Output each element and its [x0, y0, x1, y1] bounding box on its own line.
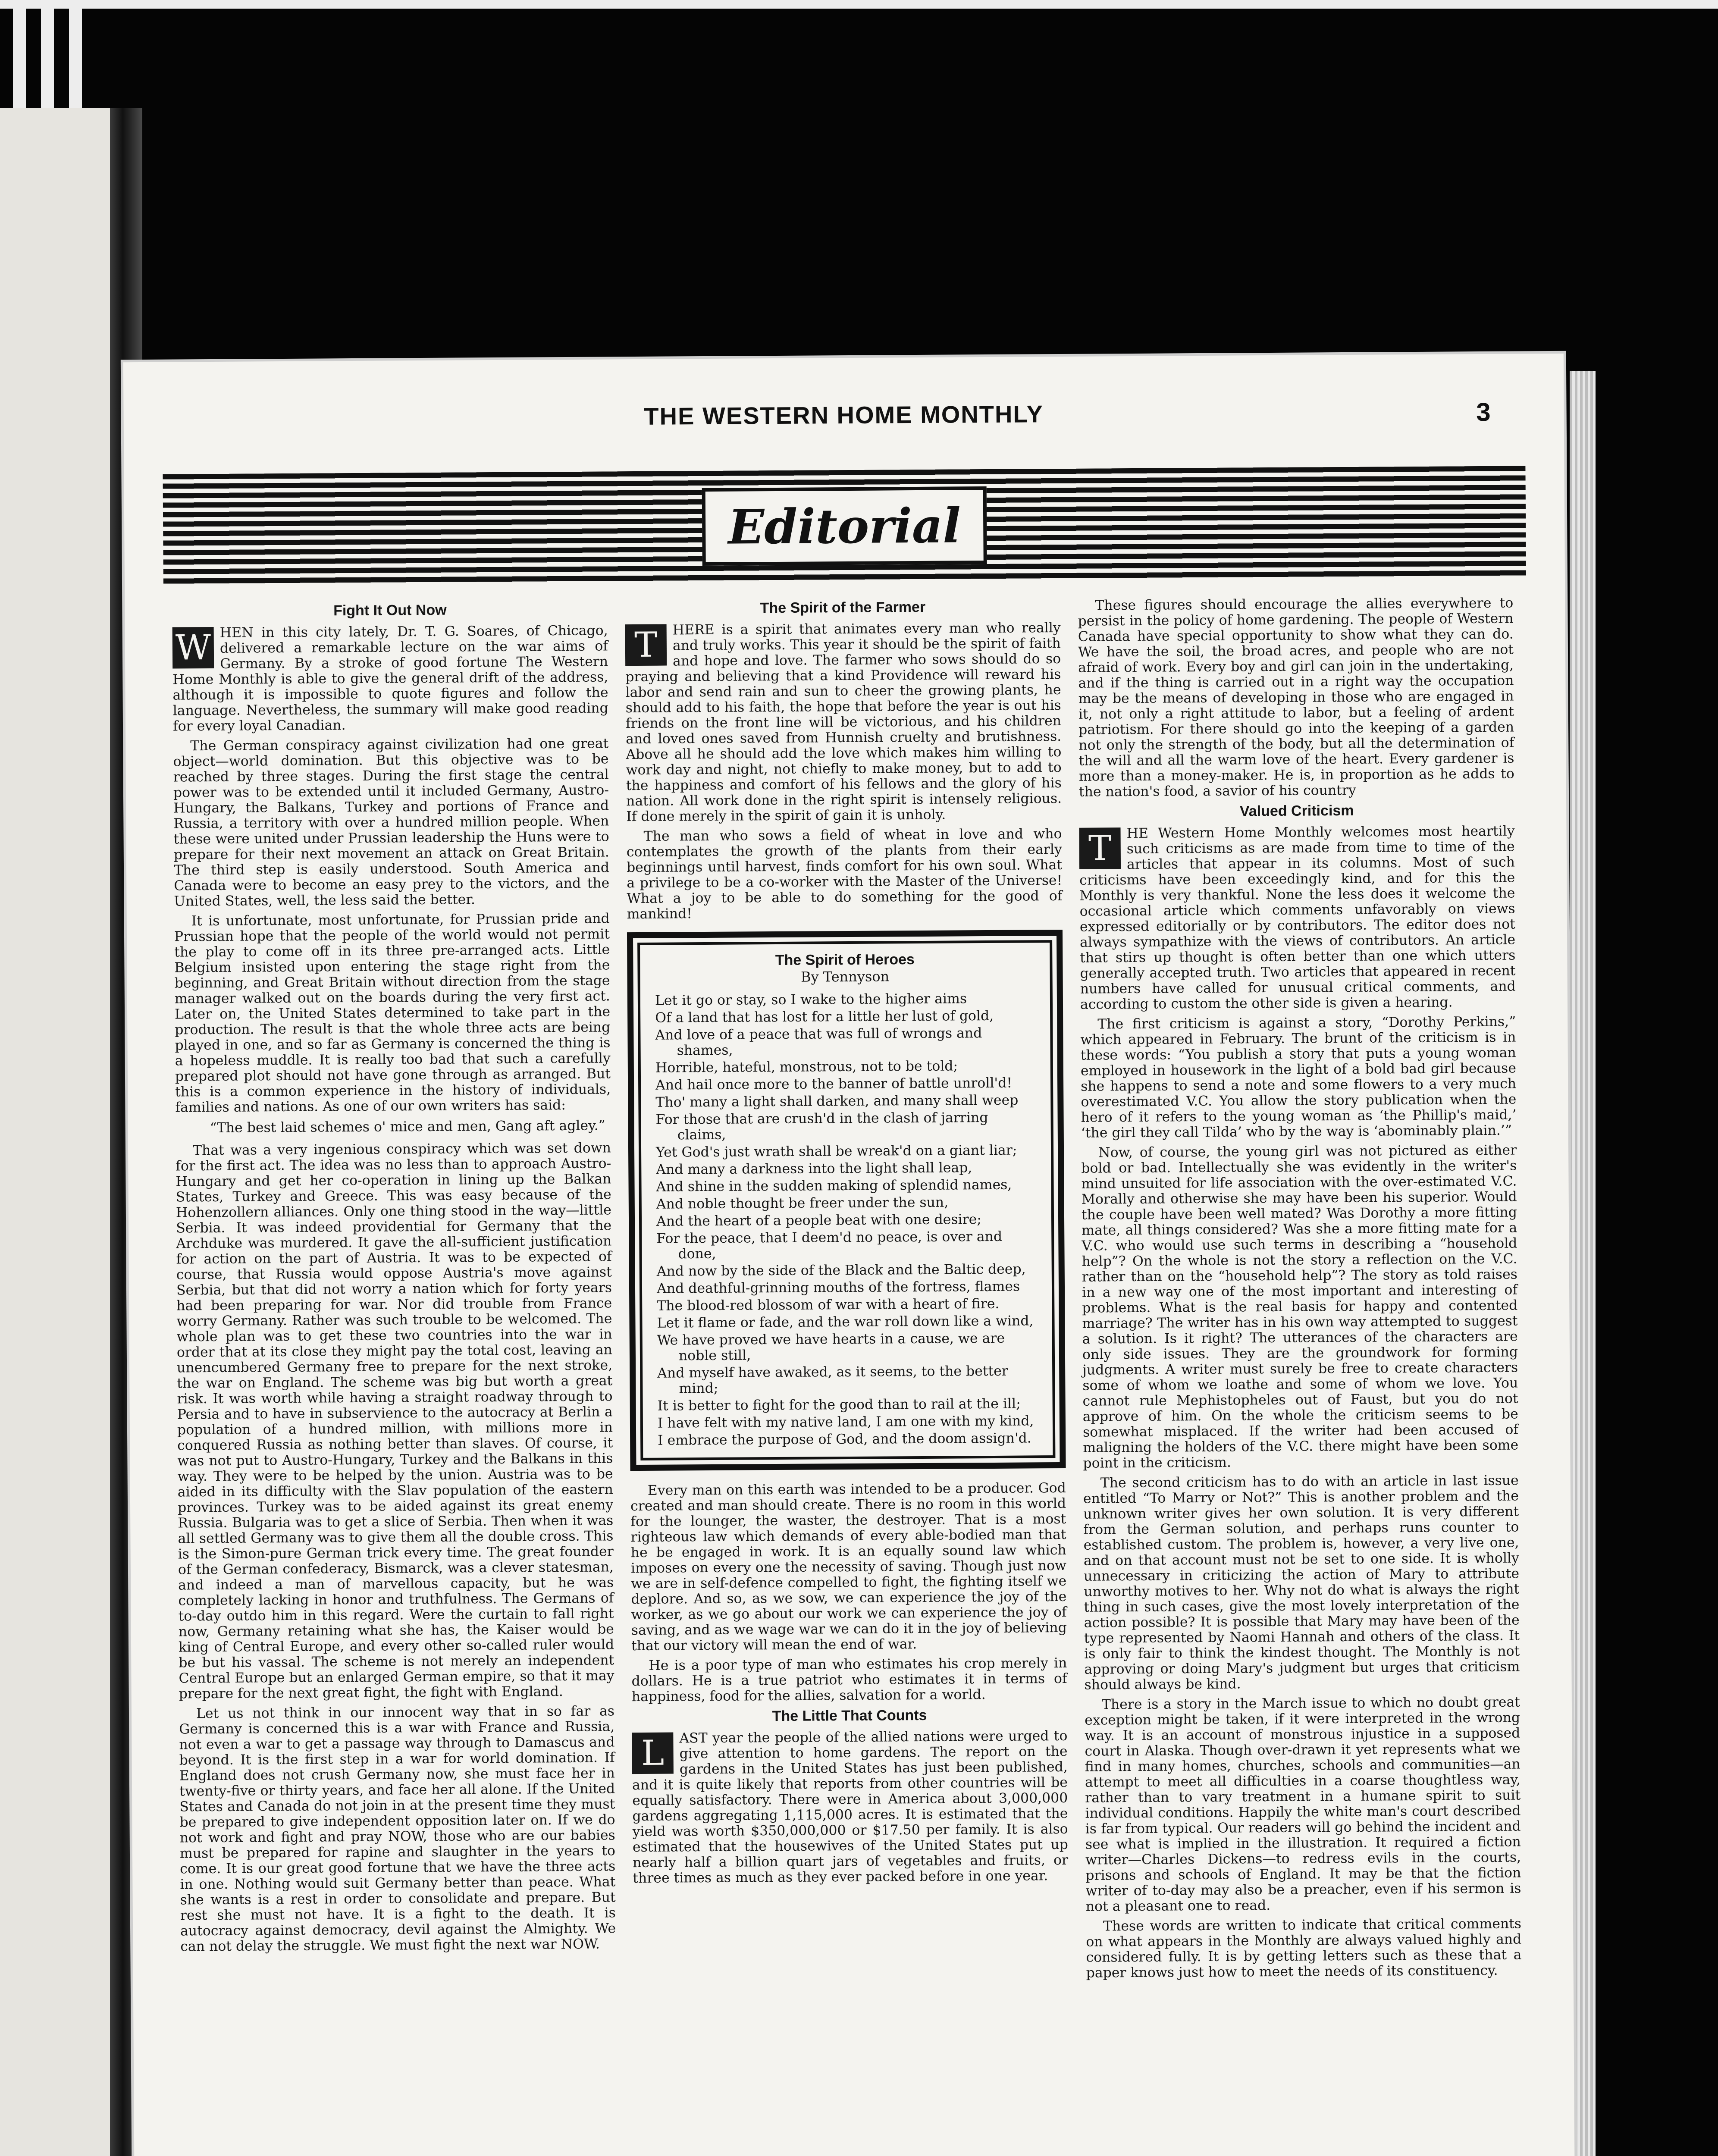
- article-paragraph: It is unfortunate, most unfortunate, for Prussian pride and Prussian hope that the people of the world would not permit the play to come off in its three pre-arranged acts. Little Belgium insisted upon entering the stage right from the beginning, and Great Britain without direction from the stage manager walked out on the boards during the very first act. Later on, the United States determined to take part in the production. The result is that the whole three acts are being played in one, and so far as Germany is concerned the thing is a hopeless muddle. It is really too bad that such a carefully prepared plot should not have gone through as arranged. But this is a common experience in the history of individuals, families and nations. As one of our own writers has said:: [174, 911, 611, 1116]
- poem-line: We have proved we have hearts in a cause, we are noble still,: [657, 1330, 1005, 1364]
- poem-lines: [651, 990, 1042, 1448]
- poem-line: And noble thought be freer under the sun,: [656, 1194, 949, 1212]
- poem-line: For the peace, that I deem'd no peace, is over and done,: [656, 1228, 1003, 1262]
- section-title: Editorial: [728, 497, 961, 555]
- poem-line: Tho' many a light shall darken, and many shall weep: [655, 1092, 1019, 1110]
- poem-line: And love of a peace that was full of wrongs and shames,: [655, 1025, 982, 1059]
- drop-cap: W: [172, 627, 214, 669]
- paragraph-text: HE Western Home Monthly welcomes most heartily such criticisms as are made from time to time of the articles that appear in its columns. Most of such criticisms have been exceedingly kind, and for this the Monthly is very thankful. None the less does it welcome the occasional article which comments unfavorably on views expressed editorially or by contributors. The editor does not always sympathize with the views of contributors. An article that stirs up thought is often better than one which utters generally accepted truth. Two articles that appeared in recent numbers have called for unusual critical comments, and according to custom the other side is given a hearing.: [1079, 823, 1516, 1012]
- poem-line: It is better to fight for the good than to rail at the ill;: [657, 1396, 1021, 1414]
- article-paragraph: [632, 1728, 1068, 1886]
- facing-page-edge: [0, 108, 110, 2156]
- poem-line: And now by the side of the Black and the Baltic deep,: [656, 1261, 1026, 1279]
- poem-line: And shine in the sudden making of splendid names,: [656, 1177, 1012, 1195]
- magazine-page: [123, 354, 1576, 2156]
- article-paragraph: [172, 623, 609, 734]
- article-paragraph: The second criticism has to do with an article in last issue entitled “To Marry or Not?” This is another problem and the unknown writer gives her own solution. It is very different from the German solution, and perhaps runs counter to established custom. The problem is, however, a very live one, and on that account must not be set to one side. It is wholly unnecessary in criticizing the action of Mary to attribute unworthy motives to her. Why not do what is always the right thing in such cases, give the most lovely interpretation of the action possible? It is possible that Mary may have been of the type represented by Naomi Hannah and others of the class. It is only fair to think the kindest thought. The Monthly is not approving or doing Mary's judgment but urges that criticism should always be kind.: [1083, 1473, 1520, 1693]
- magazine-title: THE WESTERN HOME MONTHLY: [644, 400, 1044, 430]
- article-heading-farmer: The Spirit of the Farmer: [760, 599, 926, 617]
- poem-author: By Tennyson: [800, 968, 890, 985]
- paragraph-text: HEN in this city lately, Dr. T. G. Soares, of Chicago, delivered a remarkable lecture on the war aims of Germany. By a stroke of good fortune The Western Home Monthly is able to give the general drift of the address, although it is impossible to quote figures and follow the language. Nevertheless, the summary will make good reading for every loyal Canadian.: [172, 623, 608, 734]
- page-stack-edge: [1570, 371, 1596, 2156]
- column-2: [625, 598, 1068, 1890]
- film-bar-left-3: [69, 9, 82, 116]
- article-paragraph: The German conspiracy against civilization had one great object—world domination. But this objective was to be reached by three stages. During the first stage the central power was to be extended until it included Germany, Austro-Hungary, the Balkans, Turkey and portions of France and Russia, a territory with over a hundred million people. When these were united under Prussian leadership the Huns were to prepare for their next movement an attack on Great Britain. The third step is easily understood. South America and Canada were to become an easy prey to the victors, and the United States, well, the less said the better.: [173, 736, 610, 909]
- quotation: “The best laid schemes o' mice and men, Gang aft agley.”: [210, 1118, 605, 1136]
- poem-line: Horrible, hateful, monstrous, not to be told;: [655, 1058, 958, 1076]
- poem-title: The Spirit of Heroes: [775, 951, 915, 969]
- drop-cap: L: [632, 1733, 674, 1774]
- article-paragraph: He is a poor type of man who estimates his crop merely in dollars. He is a true patriot who estimates it in terms of happiness, food for the allies, salvation for a world.: [631, 1655, 1067, 1705]
- poem-line: And hail once more to the banner of battle unroll'd!: [655, 1075, 1013, 1093]
- poem-line: I embrace the purpose of God, and the doom assign'd.: [658, 1430, 1031, 1448]
- article-paragraph: There is a story in the March issue to which no doubt great exception might be taken, if it were interpreted in the wrong way. It is an account of monstrous injustice in a supposed court in Alaska. Though over-drawn it yet represents what we find in many homes, churches, schools and communities—an attempt to meet all difficulties in a coarse thoughtless way, rather than to vary treatment in a humane spirit to suit individual conditions. Happily the white man's court described is far from typical. Our readers will go behind the incident and see what is implied in the illustration. It required a fiction writer—Charles Dickens—to redress evils in the courts, prisons and schools of England. It may be that the fiction writer of to-day may also be a preacher, even if his sermon is not a pleasant one to read.: [1085, 1694, 1521, 1915]
- poem-box: [627, 930, 1066, 1471]
- article-paragraph: [1079, 824, 1516, 1012]
- film-bar-top: [0, 0, 1718, 9]
- poem-line: And many a darkness into the light shall leap,: [656, 1160, 972, 1178]
- column-3: [1078, 595, 1522, 1985]
- article-heading-little: The Little That Counts: [772, 1707, 927, 1725]
- poem-line: The blood-red blossom of war with a heart of fire.: [657, 1296, 1000, 1314]
- paragraph-text: AST year the people of the allied nations were urged to give attention to home gardens. The report on the gardens in the United States has just been published, and it is quite likely that reports from other countries will be equally satisfactory. There were in America about 3,000,000 gardens aggregating 1,115,000 acres. It is estimated that the yield was worth $350,000,000 or $17.50 per family. It is also estimated that the housewives of the United States put up nearly half a billion quart jars of vegetables and fruits, or three times as much as they ever packed before in one year.: [632, 1728, 1069, 1887]
- poem-line: For those that are crush'd in the clash of jarring claims,: [655, 1110, 988, 1143]
- article-heading-valued: Valued Criticism: [1239, 802, 1354, 820]
- drop-cap: T: [1079, 827, 1121, 869]
- poem-line: Let it go or stay, so I wake to the higher aims: [655, 991, 967, 1009]
- poem-line: And the heart of a people beat with one desire;: [656, 1212, 982, 1229]
- masthead: [123, 397, 1564, 444]
- article-paragraph: These words are written to indicate that critical comments on what appears in the Monthly are always valued highly and considered fully. It is by getting letters such as these that a paper knows just how to meet the needs of its constituency.: [1086, 1916, 1522, 1981]
- article-paragraph: [625, 620, 1062, 824]
- article-paragraph: The first criticism is against a story, “Dorothy Perkins,” which appeared in February. The brunt of the criticism is in these words: “You publish a story that puts a young woman employed in housework in the light of a bold bad girl because she happens to send a note and some flowers to a very much overestimated V.C. You allow the story publication when the hero of it refers to the young woman as ‘the Phillip's maid,’ ‘the girl they call Tilda’ who by the way is ‘abominably plain.’”: [1080, 1014, 1517, 1141]
- article-paragraph: Let us not think in our innocent way that in so far as Germany is concerned this is a war with France and Russia, not even a war to get a passage way through to Damascus and beyond. It is the first step in a war for world domination. If England does not crush Germany now, she must face her in twenty-five or thirty years, and face her all alone. If the United States and Canada do not join in at the present time they must be prepared to give independent opposition later on. If we do not work and fight and pray NOW, those who are our babies must be prepared for rapine and slaughter in the years to come. It is our great good fortune that we have the three acts in one. Nothing would suit Germany better than peace. What she wants is a rest in order to consolidate and prepare. But rest she must not have. It is a fight to the death. It is autocracy against democracy, devil against the Almighty. We can not delay the struggle. We must fight the next war NOW.: [179, 1703, 616, 1955]
- article-paragraph: These figures should encourage the allies everywhere to persist in the policy of home gardening. The people of Western Canada have special opportunity to show what they can do. We have the soil, the broad acres, and people who are not afraid of work. Every boy and girl can join in the undertaking, and if the thing is carried out in a right way the occupation may be the means of developing in those who are engaged in it, not only a right attitude to labor, but a feeling of ardent patriotism. For there should go into the keeping of a garden not only the strength of the body, but all the determination of the will and all the warm love of the heart. Every gardener is more than a money-maker. He is, in proportion as he adds to the nation's food, a savior of his country: [1078, 595, 1514, 800]
- page-number: 3: [1476, 397, 1491, 427]
- film-bar-left-1: [13, 9, 26, 116]
- article-paragraph: Now, of course, the young girl was not pictured as either bold or bad. Intellectually she was evidently in the writer's mind unsuited for life association with the over-estimated V.C. Morally and otherwise she may have been his superior. Would the couple have been well mated? Was Dorothy a more fitting mate, all things considered? Was she a more fitting mate for a V.C. who would use such terms in describing a “household help”? On the whole is not the story a reflection on the V.C. rather than on the “household help”? The story as told raises in a new way one of the most important and interesting of problems. What is the real basis for happy and contented marriage? The writer has in his own way attempted to suggest a solution. Is it right? The utterances of the characters are only side issues. They are the groundwork for forming judgments. A writer must surely be free to create characters some of whom we loathe and some of whom we love. You cannot rule Mephistopheles out of Faust, but you do not approve of him. On the whole the criticism seems to be somewhat misplaced. If the writer had been accused of maligning the holders of the V.C. there might have been some point in the criticism.: [1081, 1142, 1519, 1471]
- article-paragraph: That was a very ingenious conspiracy which was set down for the first act. The idea was no less than to approach Austro-Hungary and get her co-operation in lining up the Balkan States, Turkey and Greece. This was easy because of the Hohenzollern alliances. Only one thing stood in the way—little Serbia. It was indeed providential for Germany that the Archduke was murdered. It gave the all-sufficient justification for action on the part of Austria. It was to be expected of course, that Russia would oppose Austria's move against Serbia, but that did not worry a nation which for forty years had been preparing for war. Nor did trouble from France worry Germany. Rather was such trouble to be welcomed. The whole plan was to get these two countries into the war in order that at its close they might pay the total cost, leaving an unencumbered Germany free to prepare for the next stroke, the war on England. The scheme was big but worth a great risk. It was worth while having a straight roadway through to Persia and to have in subservience to the autocracy at Berlin a population of a hundred million, with millions more in conquered Russia as nothing better than slaves. Of course, it was not put to Austro-Hungary, Turkey and the Balkans in this way. They were to be helped by the union. Austria was to be aided in its difficulty with the Slav population of the eastern provinces. Turkey was to be aided against its great enemy Russia. Bulgaria was to get a slice of Serbia. Then when it was all settled Germany was to give them all the double cross. This is the Simon-pure German trick every time. The great founder of the German confederacy, Bismarck, was a clever statesman, and indeed a man of marvellous capacity, but he was completely lacking in honor and truthfulness. The Germans of to-day outdo him in this regard. Were the curtain to fall right now, Germany retaining what she has, the Kaiser would be king of Central Europe, and every other so-called ruler would be but his vassal. The scheme is not merely an independent Central Europe but an enlarged German empire, so that it may prepare for the next great fight, the fight with England.: [176, 1140, 614, 1702]
- poem-line: Yet God's just wrath shall be wreak'd on a giant liar;: [655, 1142, 1017, 1160]
- drop-cap: T: [625, 624, 667, 666]
- poem-line: And deathful-grinning mouths of the fortress, flames: [656, 1279, 1020, 1297]
- poem-line: And myself have awaked, as it seems, to the better mind;: [657, 1363, 1008, 1397]
- poem-line: I have felt with my native land, I am one with my kind,: [657, 1413, 1034, 1431]
- article-paragraph: Every man on this earth was intended to be a producer. God created and man should create. There is no room in this world for the lounger, the waster, the destroyer. That is a most righteous law which demands of every able-bodied man that he be engaged in work. It is an equally sound law which imposes on every one the necessity of saving. Though just now we are in self-defence compelled to fight, the fighting itself we deplore. And so, as we sow, we can experience the joy of the worker, as we go about our work we can experience the joy of saving, and as we wage war we can do it in the joy of believing that our victory will mean the end of war.: [630, 1480, 1067, 1654]
- column-1: [172, 601, 616, 1959]
- editorial-banner-box: [702, 486, 987, 566]
- article-heading-fight: Fight It Out Now: [333, 602, 447, 619]
- editorial-banner: [163, 466, 1526, 586]
- article-paragraph: The man who sows a field of wheat in love and who contemplates the growth of the plants from their early beginnings until harvest, finds comfort for his own soul. What a privilege to be a co-worker with the Master of the Universe! What a joy to be able to do something for the good of mankind!: [626, 826, 1063, 922]
- paragraph-text: HERE is a spirit that animates every man who really and truly works. This year it should be the spirit of faith and hope and love. The farmer who sows should do so praying and believing that a kind Providence will reward his labor and send rain and sun to cheer the growing plants, he should add to his faith, the hope that before the year is out his friends on the front line will be victorious, and his children and loved ones saved from Hunnish cruelty and brutishness. Above all he should add the love which makes him willing to work day and night, not chiefly to make money, but to add to the happiness and comfort of his fellows and the glory of his nation. All work done in the right spirit is intensely religious. If done merely in the spirit of gain it is unholy.: [625, 620, 1062, 825]
- poem-line: Of a land that has lost for a little her lust of gold,: [655, 1008, 994, 1026]
- film-bar-left-2: [41, 9, 54, 116]
- poem-line: Let it flame or fade, and the war roll down like a wind,: [657, 1313, 1034, 1331]
